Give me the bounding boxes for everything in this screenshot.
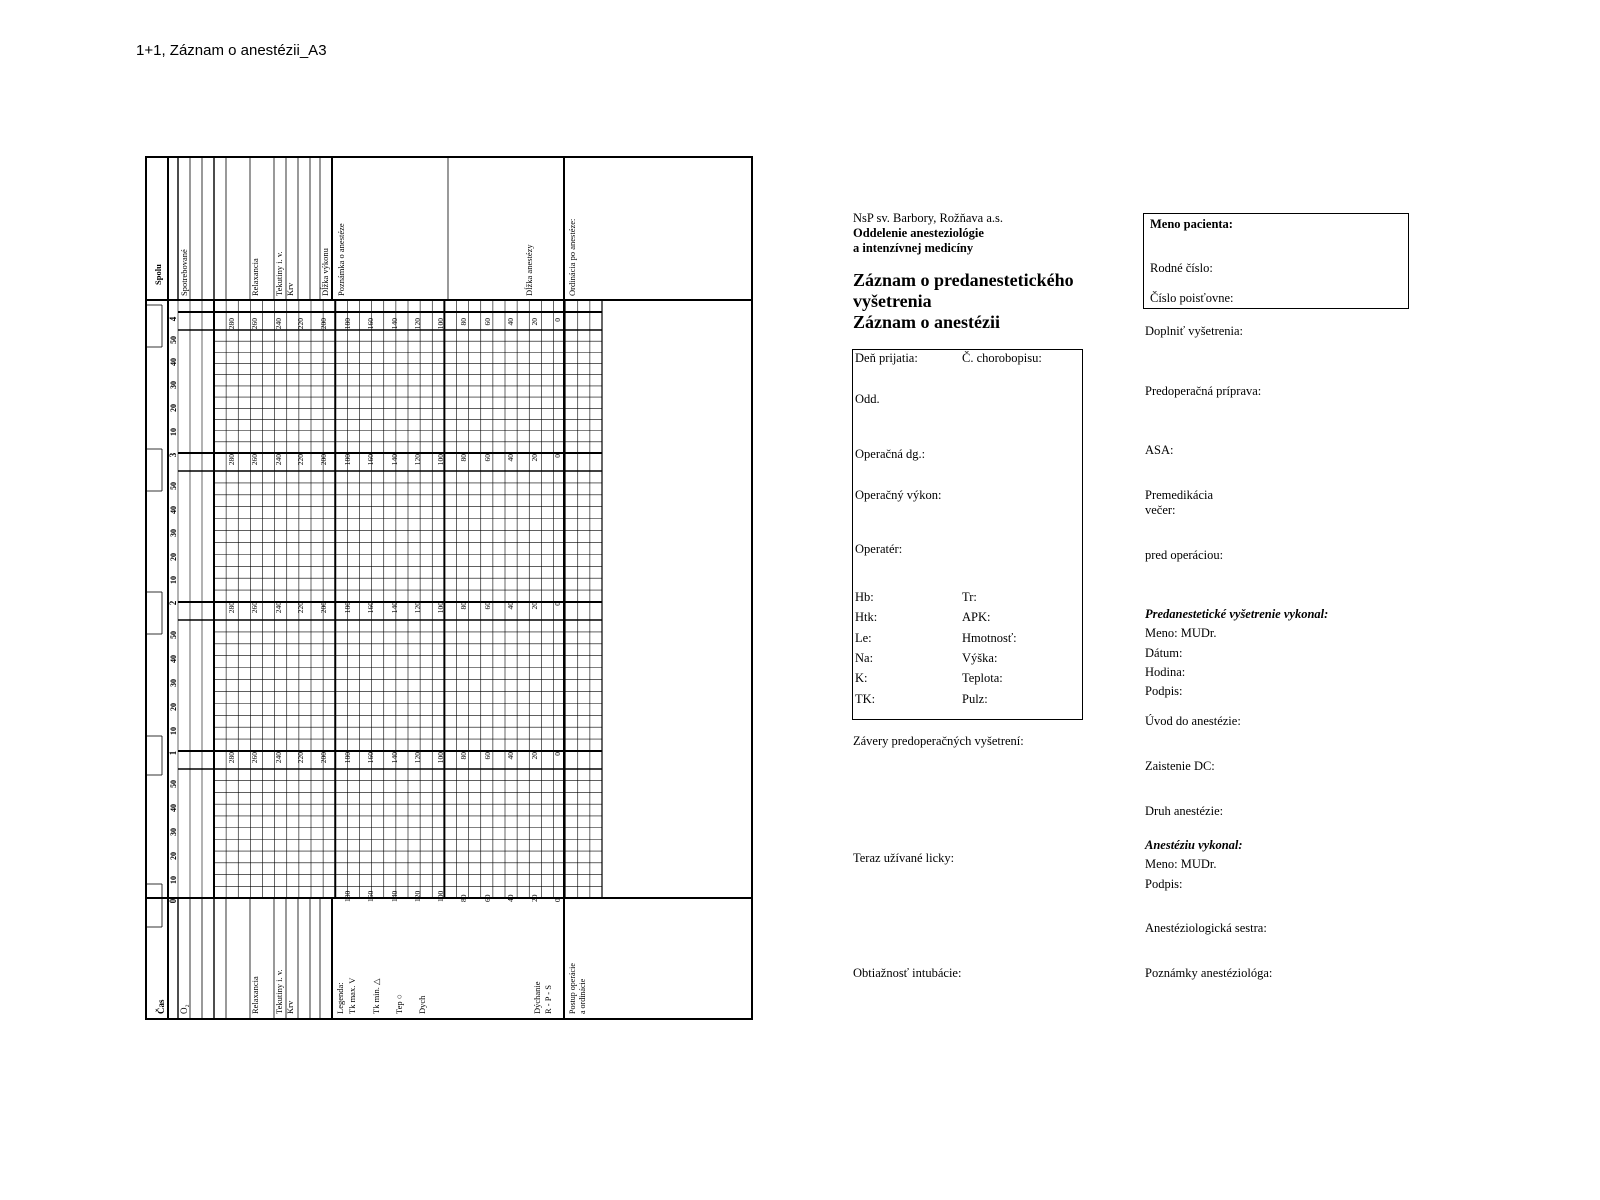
breathing-label: Dýchanie <box>532 981 542 1014</box>
hour-label: 1 <box>168 750 178 756</box>
minute-label: 20 <box>169 404 178 412</box>
scale-value: 200 <box>319 318 328 330</box>
lab-label: Výška: <box>962 651 998 665</box>
signature-label-2: Podpis: <box>1145 877 1183 891</box>
scale-value: 60 <box>483 752 492 760</box>
add-examinations-label: Doplniť vyšetrenia: <box>1145 324 1244 338</box>
scale-value: 120 <box>413 752 422 764</box>
department-line-1: Oddelenie anesteziológie <box>853 226 984 240</box>
oxygen-label: O₂ <box>179 1004 189 1014</box>
premedication-before-op-label: pred operáciou: <box>1145 548 1224 562</box>
minute-label: 40 <box>169 655 178 663</box>
surgeon-label: Operatér: <box>855 542 903 556</box>
minute-label: 30 <box>169 381 178 389</box>
consumed-label: Spotrebované <box>179 249 189 296</box>
birth-number-label: Rodné číslo: <box>1150 261 1213 275</box>
scale-value: 0 <box>553 752 562 756</box>
scale-value: 260 <box>250 318 259 330</box>
anesthesiologist-notes-label: Poznámky anestéziológa: <box>1145 966 1273 980</box>
document-title: 1+1, Záznam o anestézii_A3 <box>136 42 327 59</box>
scale-value: 240 <box>274 602 283 614</box>
scale-value: 280 <box>227 602 236 614</box>
scale-value: 220 <box>296 602 305 614</box>
scale-value: 180 <box>343 454 352 466</box>
lab-label: Pulz: <box>962 692 988 706</box>
lab-label: Tr: <box>962 590 977 604</box>
preop-conclusions-label: Závery predoperačných vyšetrení: <box>853 734 1024 748</box>
scale-value: 20 <box>530 752 539 760</box>
legend-label: Legenda: <box>335 982 345 1014</box>
minute-label: 30 <box>169 529 178 537</box>
minute-label: 40 <box>169 358 178 366</box>
scale-value: 220 <box>296 318 305 330</box>
premedication-evening-label: večer: <box>1145 503 1176 517</box>
scale-value: 120 <box>413 890 422 902</box>
scale-value: 80 <box>459 454 468 462</box>
form-title-2: vyšetrenia <box>853 291 932 311</box>
iv-fluids-label: Tekutiny i. v. <box>274 251 284 296</box>
minute-label: 50 <box>169 631 178 639</box>
preop-preparation-label: Predoperačná príprava: <box>1145 384 1262 398</box>
scale-value: 140 <box>390 752 399 764</box>
scale-value: 260 <box>250 454 259 466</box>
form-title-3: Záznam o anestézii <box>853 312 1000 332</box>
doctor-name-label: Meno: MUDr. <box>1145 626 1217 640</box>
procedure-orders-label: Postup operácie <box>568 963 577 1014</box>
scale-value: 240 <box>274 454 283 466</box>
blood-label: Krv <box>285 1000 295 1014</box>
scale-value: 60 <box>483 894 492 902</box>
minute-label: 20 <box>169 852 178 860</box>
scale-value: 200 <box>319 454 328 466</box>
total-label: Spolu <box>153 264 163 285</box>
department-line-2: a intenzívnej medicíny <box>853 241 974 255</box>
scale-value: 0 <box>553 454 562 458</box>
scale-value: 260 <box>250 602 259 614</box>
scale-value: 40 <box>506 894 515 902</box>
minute-label: 20 <box>169 703 178 711</box>
minute-label: 10 <box>169 727 178 735</box>
minute-label: 40 <box>169 804 178 812</box>
scale-value: 80 <box>459 752 468 760</box>
scale-value: 20 <box>530 602 539 610</box>
anesthesia-type-label: Druh anestézie: <box>1145 804 1224 818</box>
minute-label: 50 <box>169 482 178 490</box>
premedication-label: Premedikácia <box>1145 488 1214 502</box>
scale-value: 100 <box>436 890 445 902</box>
hour-label: 4 <box>168 316 178 322</box>
scale-value: 140 <box>390 454 399 466</box>
scale-value: 140 <box>390 602 399 614</box>
scale-value: 100 <box>436 454 445 466</box>
scale-value: 40 <box>506 602 515 610</box>
current-medication-label: Teraz užívané licky: <box>853 851 955 865</box>
scale-value: 100 <box>436 318 445 330</box>
operative-diagnosis-label: Operačná dg.: <box>855 447 926 461</box>
lab-label: Le: <box>855 631 872 645</box>
time-label: Čas <box>156 999 166 1014</box>
record-number-label: Č. chorobopisu: <box>962 351 1042 365</box>
date-label: Dátum: <box>1145 646 1183 660</box>
scale-value: 200 <box>319 752 328 764</box>
scale-value: 60 <box>483 454 492 462</box>
procedure-duration-label: Dĺžka výkonu <box>320 248 330 296</box>
operative-procedure-label: Operačný výkon: <box>855 488 942 502</box>
scale-value: 40 <box>506 318 515 326</box>
lab-label: Hb: <box>855 590 874 604</box>
lab-label: K: <box>855 671 868 685</box>
intubation-difficulty-label: Obtiažnosť intubácie: <box>853 966 962 980</box>
chart-frame <box>146 157 752 1019</box>
hospital-name: NsP sv. Barbory, Rožňava a.s. <box>853 211 1003 225</box>
minute-label: 10 <box>169 428 178 436</box>
scale-value: 260 <box>250 752 259 764</box>
scale-value: 0 <box>553 898 562 902</box>
anesthesia-duration-label: Dĺžka anestézy <box>524 244 534 296</box>
anesthesia-by-heading: Anestéziu vykonal: <box>1145 838 1243 852</box>
scale-value: 80 <box>459 318 468 326</box>
minute-label: 40 <box>169 506 178 514</box>
minute-label: 20 <box>169 553 178 561</box>
procedure-orders-label: a ordinácie <box>578 978 587 1014</box>
scale-value: 60 <box>483 318 492 326</box>
minute-label: 10 <box>169 576 178 584</box>
lab-label: Hmotnosť: <box>962 631 1017 645</box>
scale-value: 20 <box>530 318 539 326</box>
scale-value: 160 <box>366 454 375 466</box>
scale-value: 240 <box>274 752 283 764</box>
scale-value: 140 <box>390 318 399 330</box>
scale-value: 220 <box>296 752 305 764</box>
hour-label: 0 <box>168 898 178 904</box>
post-anesthesia-orders-label: Ordinácia po anestéze: <box>567 218 577 296</box>
scale-value: 160 <box>366 318 375 330</box>
blood-label: Krv <box>285 282 295 296</box>
asa-label: ASA: <box>1145 443 1174 457</box>
scale-value: 280 <box>227 318 236 330</box>
scale-value: 0 <box>553 318 562 322</box>
scale-value: 220 <box>296 454 305 466</box>
lab-label: TK: <box>855 692 876 706</box>
scale-value: 200 <box>319 602 328 614</box>
minute-label: 50 <box>169 336 178 344</box>
scale-value: 160 <box>366 890 375 902</box>
iv-fluids-label: Tekutiny i. v. <box>274 969 284 1014</box>
anesthesia-induction-label: Úvod do anestézie: <box>1145 714 1241 728</box>
anesthesia-nurse-label: Anestéziologická sestra: <box>1145 921 1267 935</box>
scale-value: 180 <box>343 318 352 330</box>
scale-value: 180 <box>343 602 352 614</box>
scale-value: 20 <box>530 454 539 462</box>
scale-value: 120 <box>413 318 422 330</box>
minute-label: 50 <box>169 780 178 788</box>
scale-value: 140 <box>390 890 399 902</box>
department-label: Odd. <box>855 392 880 406</box>
anesthesia-note-label: Poznámka o anestéze <box>336 223 346 296</box>
hour-label: Hodina: <box>1145 665 1186 679</box>
form-title-1: Záznam o predanestetického <box>853 270 1074 290</box>
rps-label: R - P - S <box>543 985 553 1014</box>
lab-label: Teplota: <box>962 671 1003 685</box>
scale-value: 160 <box>366 602 375 614</box>
hour-label: 3 <box>168 452 178 458</box>
scale-value: 80 <box>459 602 468 610</box>
scale-value: 280 <box>227 454 236 466</box>
patient-name-label: Meno pacienta: <box>1150 217 1233 231</box>
signature-label: Podpis: <box>1145 684 1183 698</box>
relaxants-label: Relaxancia <box>250 976 260 1014</box>
lab-label: Na: <box>855 651 874 665</box>
scale-value: 80 <box>459 894 468 902</box>
lab-label: APK: <box>962 610 991 624</box>
hour-label: 2 <box>168 600 178 606</box>
scale-value: 100 <box>436 752 445 764</box>
scale-value: 120 <box>413 454 422 466</box>
scale-value: 40 <box>506 454 515 462</box>
scale-value: 40 <box>506 752 515 760</box>
minute-label: 30 <box>169 828 178 836</box>
scale-value: 0 <box>553 602 562 606</box>
airway-securing-label: Zaistenie DC: <box>1145 759 1215 773</box>
scale-value: 60 <box>483 602 492 610</box>
scale-value: 160 <box>366 752 375 764</box>
admission-date-label: Deň prijatia: <box>855 351 918 365</box>
doctor-name-label-2: Meno: MUDr. <box>1145 857 1217 871</box>
legend-pulse: Tep ○ <box>394 994 404 1014</box>
minute-label: 30 <box>169 679 178 687</box>
scale-value: 100 <box>436 602 445 614</box>
scale-value: 180 <box>343 890 352 902</box>
legend-bp-min: Tk min. △ <box>371 978 381 1014</box>
scale-value: 120 <box>413 602 422 614</box>
legend-bp-max: Tk max. V <box>347 977 357 1014</box>
legend-breathing: Dych <box>417 995 427 1014</box>
scale-value: 20 <box>530 894 539 902</box>
lab-label: Htk: <box>855 610 878 624</box>
relaxants-label: Relaxancia <box>250 258 260 296</box>
scale-value: 280 <box>227 752 236 764</box>
insurance-label: Číslo poisťovne: <box>1150 291 1234 305</box>
scale-value: 240 <box>274 318 283 330</box>
minute-label: 10 <box>169 876 178 884</box>
preanesthetic-exam-by-heading: Predanestetické vyšetrenie vykonal: <box>1145 607 1329 621</box>
scale-value: 180 <box>343 752 352 764</box>
